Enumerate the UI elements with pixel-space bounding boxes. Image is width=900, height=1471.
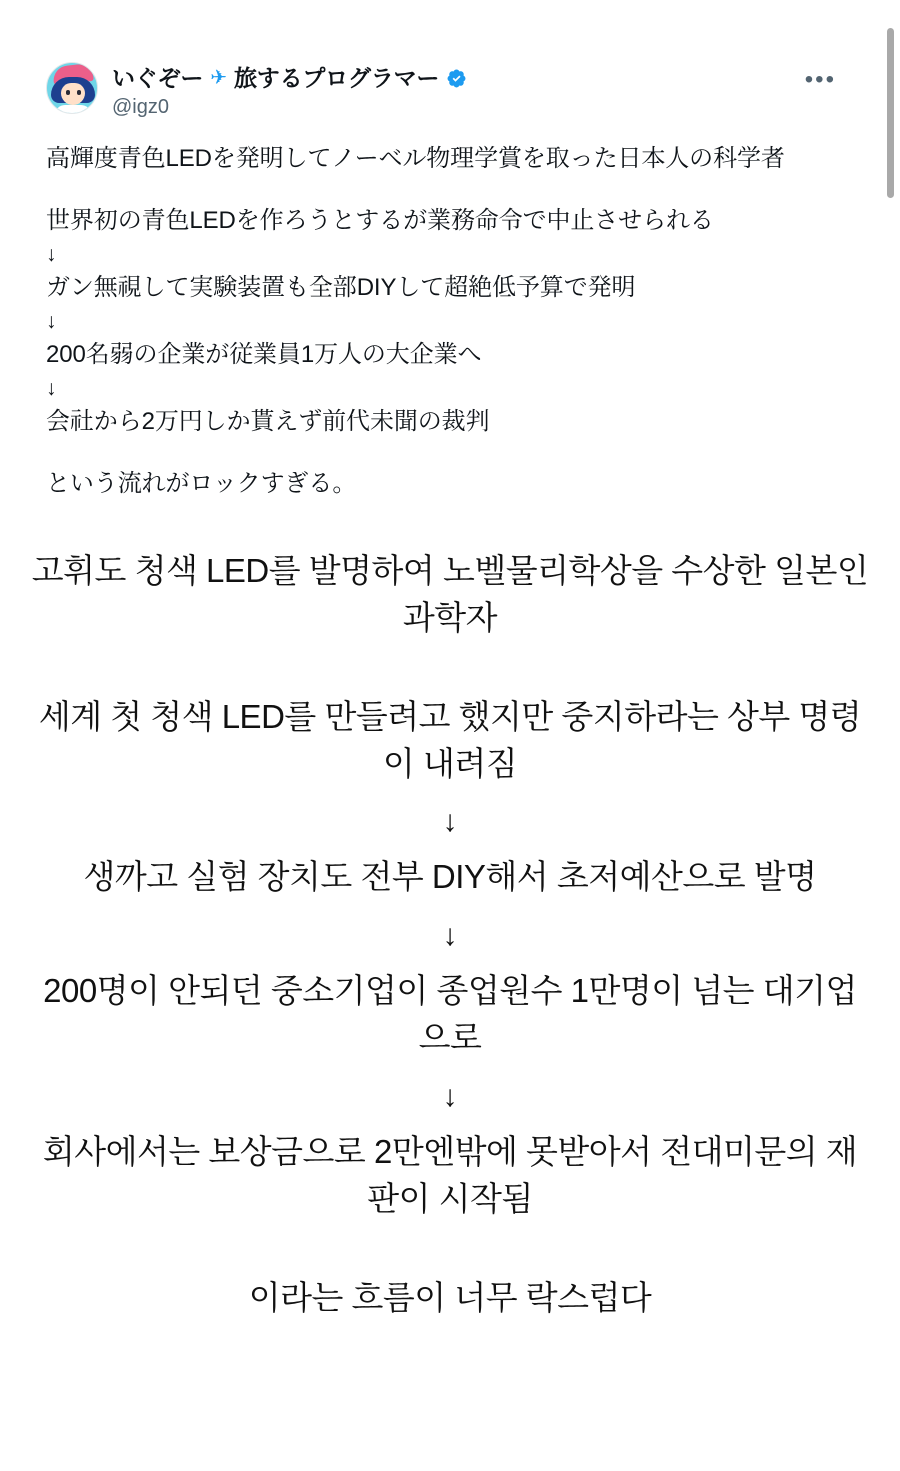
verified-badge-icon xyxy=(446,68,467,89)
translation-paragraph-2: 세계 첫 청색 LED를 만들려고 했지만 중지하라는 상부 명령이 내려짐 xyxy=(38,697,862,782)
author-display-name-suffix[interactable]: 旅するプログラマー xyxy=(233,65,440,91)
translation-gap-2 xyxy=(30,1223,870,1275)
translation-arrow-3: ↓ xyxy=(442,1080,458,1114)
tweet-text xyxy=(46,141,836,503)
tweet-arrow-2: ↓ xyxy=(46,309,57,333)
translation-paragraph-1: 고휘도 청색 LED를 발명하여 노벨물리학상을 수상한 일본인 과학자 xyxy=(31,552,869,636)
vertical-scrollbar-thumb[interactable] xyxy=(887,28,894,198)
airplane-icon: ✈ xyxy=(210,67,227,90)
author-handle[interactable]: @igz0 xyxy=(112,95,169,118)
avatar[interactable] xyxy=(46,62,98,114)
translation-paragraph-3: 생까고 실험 장치도 전부 DIY해서 초저예산으로 발명 xyxy=(83,858,817,896)
translation-gap-1 xyxy=(30,642,870,694)
tweet-line-3: ガン無視して実験装置も全部DIYして超絶低予算で発明 xyxy=(46,274,636,302)
tweet-spacer-1 xyxy=(46,177,836,203)
author-name-row xyxy=(112,64,467,93)
avatar-eye-left xyxy=(66,90,70,95)
translation-block xyxy=(0,548,900,1322)
translation-paragraph-6: 이라는 흐름이 너무 락스럽다 xyxy=(248,1278,652,1316)
tweet-arrow-1: ↓ xyxy=(46,242,57,266)
tweet-line-6: という流れがロックすぎる。 xyxy=(46,470,357,498)
translation-paragraph-5: 회사에서는 보상금으로 2만엔밖에 못받아서 전대미문의 재판이 시작됨 xyxy=(42,1133,858,1217)
avatar-body xyxy=(55,105,91,114)
avatar-eye-right xyxy=(77,90,81,95)
tweet-arrow-3: ↓ xyxy=(46,376,57,400)
translation-arrow-2: ↓ xyxy=(442,919,458,953)
author-display-name[interactable]: いぐぞー xyxy=(112,65,204,91)
translation-paragraph-4: 200명이 안되던 중소기업이 종업원수 1만명이 넘는 대기업으로 xyxy=(43,972,857,1057)
tweet-line-5: 会社から2万円しか貰えず前代未聞の裁判 xyxy=(46,407,490,435)
tweet-spacer-2 xyxy=(46,440,836,466)
vertical-scrollbar-track[interactable] xyxy=(889,0,897,1471)
author-name-block xyxy=(112,62,467,119)
tweet-card xyxy=(0,0,876,521)
tweet-line-4: 200名弱の企業が従業員1万人の大企業へ xyxy=(46,341,482,369)
more-options-icon[interactable]: ••• xyxy=(804,66,836,93)
tweet-line-1: 高輝度青色LEDを発明してノーベル物理学賞を取った日本人の科学者 xyxy=(46,144,785,172)
tweet-header xyxy=(46,62,836,119)
tweet-line-2: 世界初の青色LEDを作ろうとするが業務命令で中止させられる xyxy=(46,207,714,235)
translation-arrow-1: ↓ xyxy=(442,805,458,839)
